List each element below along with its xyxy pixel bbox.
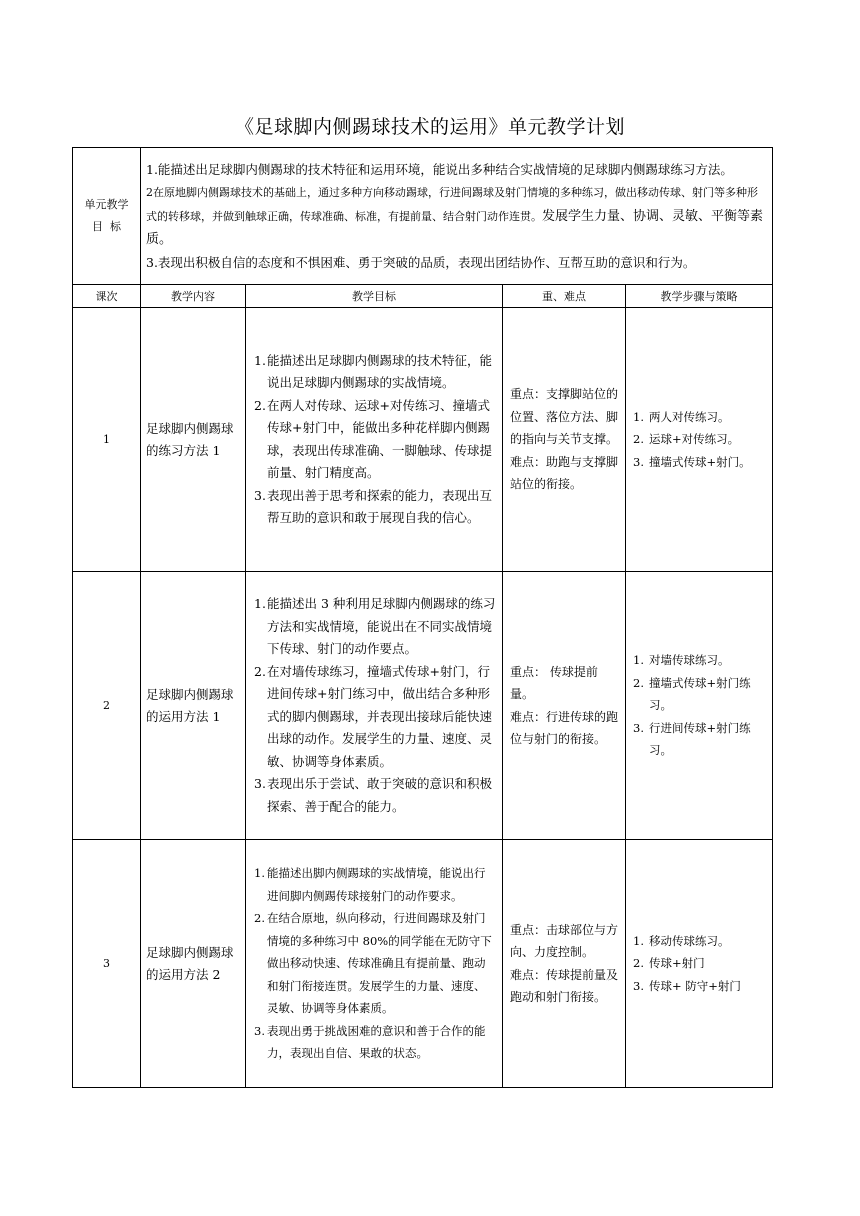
objective-item xyxy=(254,485,496,530)
header-steps: 教学步骤与策略 xyxy=(626,285,773,308)
lesson-content: 足球脚内侧踢球的运用方法 1 xyxy=(141,572,246,840)
lesson-steps xyxy=(626,308,773,572)
step-text: 撞墙式传球+射门。 xyxy=(649,454,751,469)
objective-number: 1. xyxy=(254,866,265,881)
step-number: 3. xyxy=(633,454,644,469)
objective-number: 1. xyxy=(254,596,266,611)
step-number: 2. xyxy=(633,432,644,447)
header-content: 教学内容 xyxy=(141,285,246,308)
objective-text: 表现出勇于挑战困难的意识和善于合作的能力，表现出自信、果敢的状态。 xyxy=(267,1023,486,1061)
lesson-content: 足球脚内侧踢球的练习方法 1 xyxy=(141,308,246,572)
step-item xyxy=(633,672,766,717)
step-item xyxy=(633,649,766,672)
step-number: 1. xyxy=(633,409,644,424)
objective-text: 能描述出足球脚内侧踢球的技术特征，能说出足球脚内侧踢球的实战情境。 xyxy=(267,352,493,390)
lesson-steps xyxy=(626,840,773,1088)
objective-item xyxy=(254,862,496,907)
objective-item xyxy=(254,1020,496,1065)
unit-goals-label-line2: 目 标 xyxy=(92,220,121,233)
unit-goal-2-small: 2在原地脚内侧踢球技术的基础上，通过多种方向移动踢球，行进间踢球及射门情境的多种练习，做出移动传球、射门等多种形式的转移球，并做到触球正确，传球准确、标准，有提前量、结合射门动作连贯。 xyxy=(146,186,758,223)
unit-goals-label xyxy=(73,148,141,285)
lesson-row xyxy=(73,840,773,1088)
lesson-number: 3 xyxy=(73,840,141,1088)
step-number: 3. xyxy=(633,978,644,993)
document-title: 《足球脚内侧踢球技术的运用》单元教学计划 xyxy=(234,116,625,138)
step-text: 两人对传练习。 xyxy=(649,409,730,424)
step-text: 传球+射门 xyxy=(649,956,705,971)
unit-goal-2 xyxy=(146,181,766,252)
lesson-row xyxy=(73,308,773,572)
header-key-points: 重、难点 xyxy=(503,285,626,308)
difficult-point: 难点：传球提前量及跑动和射门衔接。 xyxy=(510,967,619,1004)
lesson-key-points xyxy=(503,840,626,1088)
key-point: 重点：支撑脚站位的位置、落位方法、脚的指向与关节支撑。 xyxy=(510,387,619,447)
lesson-steps xyxy=(626,572,773,840)
step-number: 2. xyxy=(633,675,644,690)
step-item xyxy=(633,952,766,975)
lesson-number: 2 xyxy=(73,572,141,840)
step-text: 撞墙式传球+射门练习。 xyxy=(649,675,751,713)
header-lesson: 课次 xyxy=(73,285,141,308)
step-number: 3. xyxy=(633,720,644,735)
unit-goals-row xyxy=(73,148,773,285)
objective-item xyxy=(254,773,496,818)
objective-text: 在对墙传球练习，撞墙式传球+射门，行进间传球+射门练习中，做出结合多种形式的脚内侧踢球，并表现出接球后能快速出球的动作。发展学生的力量、速度、灵敏、协调等身体素质。 xyxy=(267,663,493,769)
step-item xyxy=(633,717,766,762)
step-item xyxy=(633,975,766,998)
key-point: 重点：击球部位与方向、力度控制。 xyxy=(510,922,619,959)
unit-goal-1: 1.能描述出足球脚内侧踢球的技术特征和运用环境，能说出多种结合实战情境的足球脚内侧踢球练习方法。 xyxy=(146,161,733,177)
step-item xyxy=(633,428,766,451)
step-text: 对墙传球练习。 xyxy=(649,653,730,668)
objective-number: 2. xyxy=(254,911,265,926)
objective-text: 表现出乐于尝试、敢于突破的意识和积极探索、善于配合的能力。 xyxy=(267,776,493,814)
objective-number: 3. xyxy=(254,1023,265,1038)
objective-item xyxy=(254,395,496,485)
lesson-row xyxy=(73,572,773,840)
objective-item xyxy=(254,350,496,395)
objective-text: 能描述出 3 种利用足球脚内侧踢球的练习方法和实战情境，能说出在不同实战情境下传球、射门的动作要点。 xyxy=(267,596,496,656)
objective-text: 在结合原地，纵向移动，行进间踢球及射门情境的多种练习中 80%的同学能在无防守下做出移动快速、传球准确且有提前量、跑动和射门衔接连贯。发展学生的力量、速度、灵敏、协调等身体素质。 xyxy=(267,911,492,1016)
objective-number: 2. xyxy=(254,397,266,413)
objective-item xyxy=(254,661,496,774)
unit-goal-2-rest: 发展学生力量、协调、灵敏、平衡等素质。 xyxy=(146,208,764,248)
step-number: 1. xyxy=(633,933,644,948)
difficult-point: 难点：行进传球的跑位与射门的衔接。 xyxy=(510,709,619,746)
objective-number: 2. xyxy=(254,663,266,679)
step-text: 行进间传球+射门练习。 xyxy=(649,720,751,758)
lesson-content: 足球脚内侧踢球的运用方法 2 xyxy=(141,840,246,1088)
objective-item xyxy=(254,593,496,661)
lesson-key-points xyxy=(503,572,626,840)
step-number: 2. xyxy=(633,956,644,971)
objective-number: 1. xyxy=(254,352,266,368)
teaching-plan-table xyxy=(72,147,773,1088)
step-item xyxy=(633,406,766,429)
objective-number: 3. xyxy=(254,487,266,503)
difficult-point: 难点：助跑与支撑脚站位的衔接。 xyxy=(510,454,619,492)
objective-text: 在两人对传球、运球+对传练习、撞墙式传球+射门中，能做出多种花样脚内侧踢球，表现出传球准确、一脚触球、传球提前量、射门精度高。 xyxy=(267,397,493,480)
header-objectives: 教学目标 xyxy=(246,285,503,308)
objective-item xyxy=(254,907,496,1020)
step-item xyxy=(633,451,766,474)
step-text: 运球+对传练习。 xyxy=(649,432,740,447)
unit-goals-label-line1: 单元教学 xyxy=(84,198,129,211)
lesson-objectives xyxy=(246,840,503,1088)
unit-goal-3: 3.表现出积极自信的态度和不惧困难、勇于突破的品质，表现出团结协作、互帮互助的意识和行为。 xyxy=(146,254,696,270)
objective-text: 表现出善于思考和探索的能力，表现出互帮互助的意识和敢于展现自我的信心。 xyxy=(267,487,493,525)
lesson-number: 1 xyxy=(73,308,141,572)
objective-text: 能描述出脚内侧踢球的实战情境，能说出行进间脚内侧踢传球接射门的动作要求。 xyxy=(267,866,486,903)
header-row xyxy=(73,285,773,308)
lesson-objectives xyxy=(246,572,503,840)
lesson-objectives xyxy=(246,308,503,572)
step-number: 1. xyxy=(633,653,644,668)
lesson-key-points xyxy=(503,308,626,572)
step-text: 传球+ 防守+射门 xyxy=(649,978,741,993)
step-text: 移动传球练习。 xyxy=(649,933,730,948)
key-point: 重点： 传球提前量。 xyxy=(510,664,598,701)
step-item xyxy=(633,930,766,953)
unit-goals-cell xyxy=(141,148,773,285)
objective-number: 3. xyxy=(254,776,266,791)
